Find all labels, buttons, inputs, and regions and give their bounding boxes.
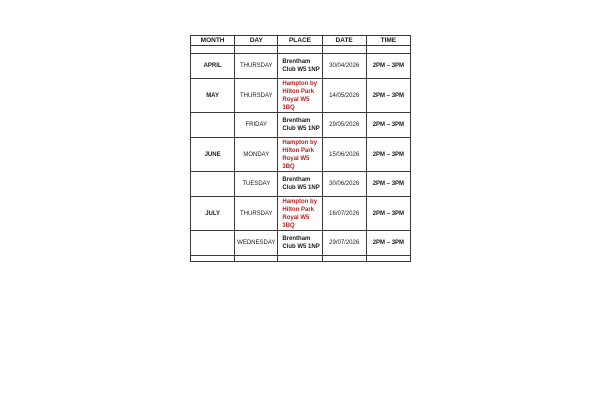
month-cell xyxy=(191,113,235,138)
day-cell: FRIDAY xyxy=(235,113,278,138)
time-cell: 2PM – 3PM xyxy=(366,54,410,79)
month-cell: APRIL xyxy=(191,54,235,79)
spacer-cell xyxy=(366,256,410,262)
table-row xyxy=(191,231,411,256)
spacer-cell xyxy=(366,46,410,54)
schedule-table xyxy=(190,35,411,262)
table-spacer-row xyxy=(191,256,411,262)
table-header-row xyxy=(191,36,411,46)
table-row xyxy=(191,138,411,172)
header-date: DATE xyxy=(322,36,366,46)
time-cell: 2PM – 3PM xyxy=(366,138,410,172)
date-cell: 30/06/2026 xyxy=(322,172,366,197)
day-cell: THURSDAY xyxy=(235,197,278,231)
time-cell: 2PM – 3PM xyxy=(366,79,410,113)
day-cell: WEDNESDAY xyxy=(235,231,278,256)
spacer-cell xyxy=(235,256,278,262)
date-cell: 16/07/2026 xyxy=(322,197,366,231)
month-cell: JUNE xyxy=(191,138,235,172)
day-cell: THURSDAY xyxy=(235,54,278,79)
day-cell: MONDAY xyxy=(235,138,278,172)
header-time: TIME xyxy=(366,36,410,46)
day-cell: TUESDAY xyxy=(235,172,278,197)
time-cell: 2PM – 3PM xyxy=(366,197,410,231)
table-spacer-row xyxy=(191,46,411,54)
month-cell: MAY xyxy=(191,79,235,113)
day-cell: THURSDAY xyxy=(235,79,278,113)
spacer-cell xyxy=(235,46,278,54)
date-cell: 29/07/2026 xyxy=(322,231,366,256)
spacer-cell xyxy=(278,46,322,54)
table-row xyxy=(191,113,411,138)
time-cell: 2PM – 3PM xyxy=(366,231,410,256)
month-cell: JULY xyxy=(191,197,235,231)
header-month: MONTH xyxy=(191,36,235,46)
date-cell: 29/05/2026 xyxy=(322,113,366,138)
place-cell: Brentham Club W5 1NP xyxy=(278,113,322,138)
time-cell: 2PM – 3PM xyxy=(366,113,410,138)
month-cell xyxy=(191,172,235,197)
place-cell: Brentham Club W5 1NP xyxy=(278,172,322,197)
time-cell: 2PM – 3PM xyxy=(366,172,410,197)
date-cell: 14/05/2026 xyxy=(322,79,366,113)
table-row xyxy=(191,54,411,79)
table-row xyxy=(191,197,411,231)
month-cell xyxy=(191,231,235,256)
table-row xyxy=(191,172,411,197)
spacer-cell xyxy=(278,256,322,262)
place-cell: Hampton by Hilton Park Royal W5 3BQ xyxy=(278,138,322,172)
place-cell: Hampton by Hilton Park Royal W5 3BQ xyxy=(278,79,322,113)
spacer-cell xyxy=(191,46,235,54)
table-row xyxy=(191,79,411,113)
header-place: PLACE xyxy=(278,36,322,46)
date-cell: 15/06/2026 xyxy=(322,138,366,172)
place-cell: Hampton by Hilton Park Royal W5 3BQ xyxy=(278,197,322,231)
spacer-cell xyxy=(322,46,366,54)
place-cell: Brentham Club W5 1NP xyxy=(278,54,322,79)
date-cell: 30/04/2026 xyxy=(322,54,366,79)
spacer-cell xyxy=(322,256,366,262)
header-day: DAY xyxy=(235,36,278,46)
spacer-cell xyxy=(191,256,235,262)
place-cell: Brentham Club W5 1NP xyxy=(278,231,322,256)
